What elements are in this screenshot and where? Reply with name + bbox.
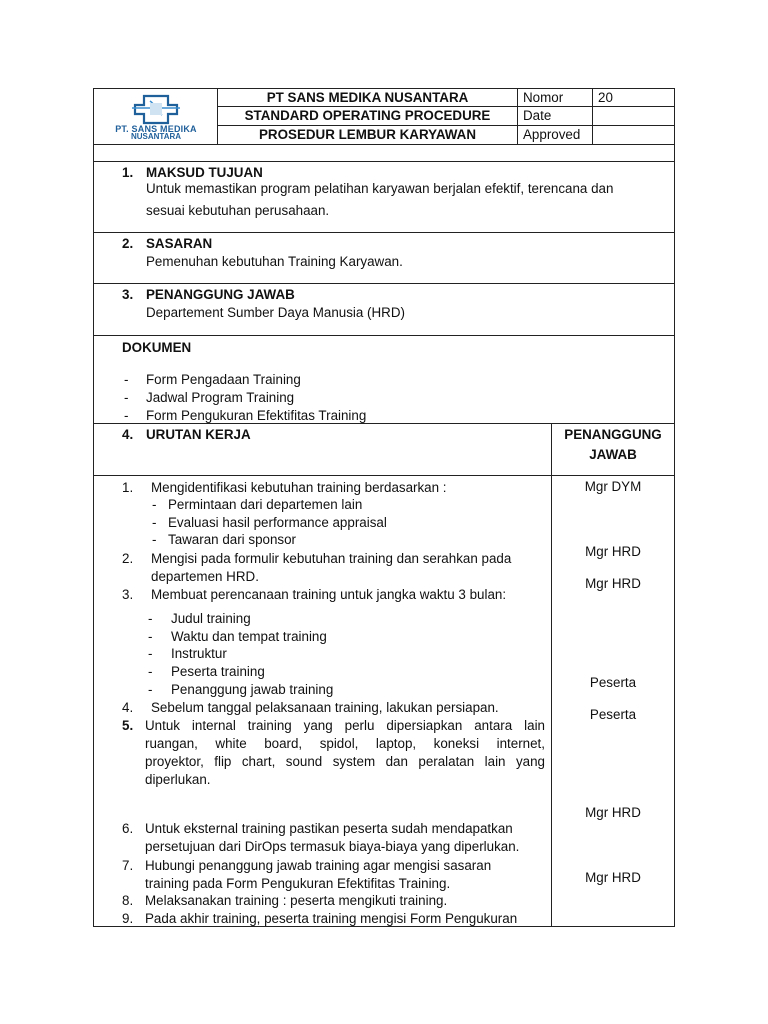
section-title-sasaran: SASARAN xyxy=(146,236,213,251)
logo-name-line-2: NUSANTARA xyxy=(130,132,182,141)
bullet-dash: - xyxy=(152,515,157,530)
company-name: PT SANS MEDIKA NUSANTARA xyxy=(266,90,469,105)
step-number: 7. xyxy=(122,858,134,873)
bullet-dash: - xyxy=(124,372,129,387)
sasaran-text: Pemenuhan kebutuhan Training Karyawan. xyxy=(146,254,403,269)
logo-name-line-1: PT. SANS MEDIKA xyxy=(115,124,197,134)
step-number: 3. xyxy=(122,587,134,602)
step-number: 5. xyxy=(122,718,134,733)
section-number: 2. xyxy=(122,236,134,251)
step-sub-item: Permintaan dari departemen lain xyxy=(168,497,363,512)
step-text: departemen HRD. xyxy=(151,569,259,584)
section-number: 4. xyxy=(122,427,134,442)
maksud-text-line-2: sesuai kebutuhan perusahaan. xyxy=(146,203,330,218)
responsible-person: Mgr HRD xyxy=(585,576,641,591)
section-number: 1. xyxy=(122,165,134,180)
step-number: 8. xyxy=(122,893,134,908)
responsible-person: Mgr HRD xyxy=(585,870,641,885)
section-number: 3. xyxy=(122,287,134,302)
responsible-person: Peserta xyxy=(589,675,637,690)
step-text: Sebelum tanggal pelaksanaan training, lakukan persiapan. xyxy=(151,700,499,715)
document-type: STANDARD OPERATING PROCEDURE xyxy=(244,108,491,123)
bullet-dash: - xyxy=(152,532,157,547)
section-title-dokumen: DOKUMEN xyxy=(122,340,192,355)
step-number: 4. xyxy=(122,700,134,715)
step-text: Melaksanakan training : peserta mengikuti training. xyxy=(145,893,448,908)
step-number: 9. xyxy=(122,911,134,926)
step-text: ruangan, white board, spidol, laptop, koneksi internet, xyxy=(145,736,545,751)
step-number: 1. xyxy=(122,480,134,495)
bullet-dash: - xyxy=(148,664,153,679)
bullet-dash: - xyxy=(152,497,157,512)
step-sub-item: Penanggung jawab training xyxy=(171,682,334,697)
section-title-urutan: URUTAN KERJA xyxy=(146,427,251,442)
responsible-person: Mgr HRD xyxy=(585,805,641,820)
step-text: Pada akhir training, peserta training mengisi Form Pengukuran xyxy=(145,911,518,926)
responsible-header-line-2: JAWAB xyxy=(589,447,637,462)
step-text: Mengisi pada formulir kebutuhan training dan serahkan pada xyxy=(151,551,512,566)
responsible-person: Mgr HRD xyxy=(585,544,641,559)
step-sub-item: Peserta training xyxy=(171,664,265,679)
responsible-person: Peserta xyxy=(589,707,637,722)
step-number: 2. xyxy=(122,551,134,566)
bullet-dash: - xyxy=(148,629,153,644)
procedure-title: PROSEDUR LEMBUR KARYAWAN xyxy=(259,127,476,142)
step-text: training pada Form Pengukuran Efektifitas Training. xyxy=(145,876,451,891)
meta-label-nomor: Nomor xyxy=(523,90,564,105)
step-sub-item: Waktu dan tempat training xyxy=(171,629,327,644)
penanggung-text: Departement Sumber Daya Manusia (HRD) xyxy=(146,305,405,320)
section-title-penanggung: PENANGGUNG JAWAB xyxy=(146,287,295,302)
dokumen-item: Form Pengadaan Training xyxy=(146,372,301,387)
responsible-header-line-1: PENANGGUNG xyxy=(564,427,662,442)
bullet-dash: - xyxy=(148,682,153,697)
bullet-dash: - xyxy=(148,611,153,626)
step-text: Mengidentifikasi kebutuhan training berdasarkan : xyxy=(151,480,447,495)
step-sub-item: Tawaran dari sponsor xyxy=(168,532,297,547)
section-title-maksud: MAKSUD TUJUAN xyxy=(146,165,263,180)
dokumen-item: Jadwal Program Training xyxy=(146,390,295,405)
bullet-dash: - xyxy=(124,390,129,405)
step-text: persetujuan dari DirOps termasuk biaya-biaya yang diperlukan. xyxy=(145,839,520,854)
meta-value-nomor: 20 xyxy=(598,90,613,105)
step-text: Membuat perencanaan training untuk jangka waktu 3 bulan: xyxy=(151,587,507,602)
company-logo xyxy=(100,92,212,142)
bullet-dash: - xyxy=(148,646,153,661)
step-text: Untuk eksternal training pastikan peserta sudah mendapatkan xyxy=(145,821,513,836)
step-text: diperlukan. xyxy=(145,772,211,787)
meta-label-date: Date xyxy=(523,108,552,123)
meta-label-approved: Approved xyxy=(523,127,581,142)
step-text: proyektor, flip chart, sound system dan peralatan lain yang xyxy=(145,754,545,769)
bullet-dash: - xyxy=(124,408,129,423)
step-sub-item: Judul training xyxy=(171,611,251,626)
maksud-text-line-1: Untuk memastikan program pelatihan karyawan berjalan efektif, terencana dan xyxy=(146,181,614,196)
step-text: Hubungi penanggung jawab training agar mengisi sasaran xyxy=(145,858,492,873)
step-text: Untuk internal training yang perlu dipersiapkan antara lain xyxy=(145,718,545,733)
responsible-person: Mgr DYM xyxy=(584,479,642,494)
step-number: 6. xyxy=(122,821,134,836)
step-sub-item: Instruktur xyxy=(171,646,227,661)
dokumen-item: Form Pengukuran Efektifitas Training xyxy=(146,408,367,423)
step-sub-item: Evaluasi hasil performance appraisal xyxy=(168,515,387,530)
